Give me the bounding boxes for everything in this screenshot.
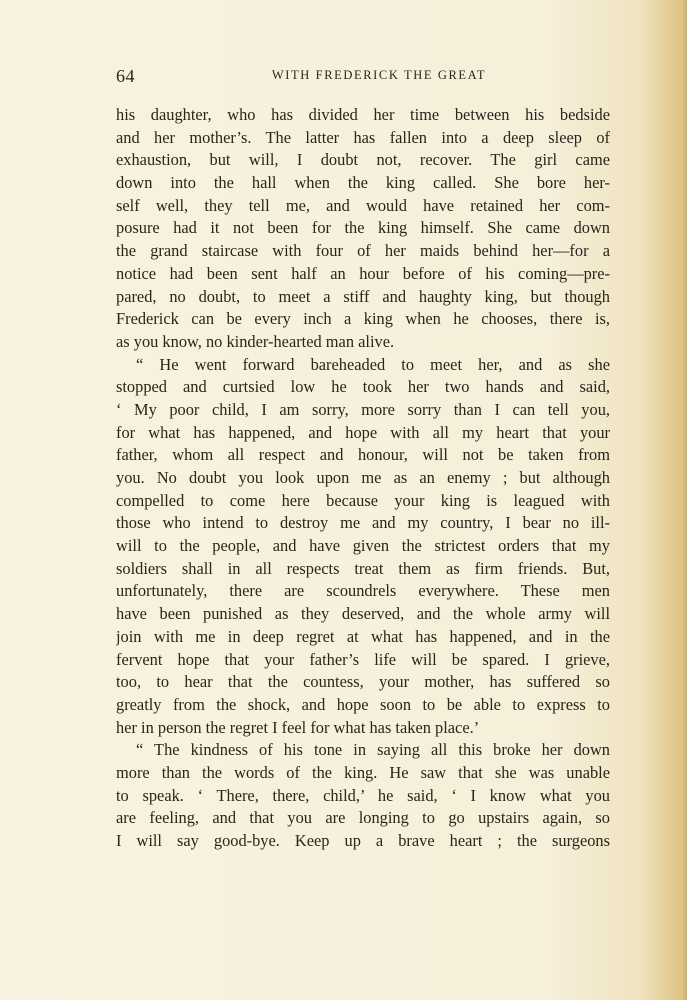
text-line: too, to hear that the countess, your mother, has suffered so: [116, 672, 610, 692]
text-line: down into the hall when the king called. She bore her-: [116, 173, 610, 193]
page-number: 64: [116, 66, 135, 86]
body-text: [116, 104, 610, 853]
text-line: unfortunately, there are scoundrels everywhere. These men: [116, 581, 610, 601]
text-line: his daughter, who has divided her time between his bedside: [116, 105, 610, 124]
book-title: WITH FREDERICK THE GREAT: [271, 68, 487, 82]
text-line: notice had been sent half an hour before of his coming—pre-: [116, 263, 610, 283]
text-line: ‘ My poor child, I am sorry, more sorry than I can tell you,: [116, 399, 610, 419]
text-line: “ He went forward bareheaded to meet her, and as she: [136, 354, 610, 374]
text-line: join with me in deep regret at what has happened, and in the: [116, 626, 610, 646]
text-line: you. No doubt you look upon me as an enemy ; but although: [116, 468, 610, 487]
text-line: fervent hope that your father’s life will be spared. I grieve,: [116, 649, 610, 669]
text-line: I will say good-bye. Keep up a brave heart ; the surgeons: [116, 831, 610, 850]
page-edge-shadow: [675, 0, 687, 1000]
text-line: greatly from the shock, and hope soon to be able to express to: [116, 694, 610, 714]
text-line: father, whom all respect and honour, will not be taken from: [116, 445, 610, 465]
text-line: self well, they tell me, and would have retained her com-: [116, 195, 610, 215]
text-line: and her mother’s. The latter has fallen into a deep sleep of: [116, 127, 610, 147]
text-line: are feeling, and that you are longing to go upstairs again, so: [116, 808, 610, 828]
text-line: the grand staircase with four of her maids behind her—for a: [116, 241, 610, 261]
text-line: her in person the regret I feel for what has taken place.’: [116, 717, 480, 737]
text-line: have been punished as they deserved, and the whole army will: [116, 604, 610, 624]
text-line: pared, no doubt, to meet a stiff and haughty king, but though: [116, 286, 610, 306]
text-line: posure had it not been for the king himself. She came down: [116, 218, 610, 238]
text-line: compelled to come here because your king is leagued with: [116, 490, 610, 510]
text-line: to speak. ‘ There, there, child,’ he said, ‘ I know what you: [116, 785, 610, 805]
text-line: more than the words of the king. He saw that she was unable: [116, 762, 610, 782]
text-line: soldiers shall in all respects treat them as firm friends. But,: [116, 558, 610, 578]
text-line: stopped and curtsied low he took her two hands and said,: [116, 377, 610, 397]
text-line: as you know, no kinder-hearted man alive.: [116, 331, 395, 351]
text-line: exhaustion, but will, I doubt not, recover. The girl came: [116, 150, 610, 170]
text-line: will to the people, and have given the strictest orders that my: [116, 536, 610, 556]
text-line: Frederick can be every inch a king when he chooses, there is,: [116, 309, 610, 329]
text-line: those who intend to destroy me and my country, I bear no ill-: [116, 513, 610, 533]
text-line: “ The kindness of his tone in saying all this broke her down: [136, 740, 610, 760]
running-head: [116, 66, 610, 88]
text-line: for what has happened, and hope with all my heart that your: [116, 422, 610, 442]
